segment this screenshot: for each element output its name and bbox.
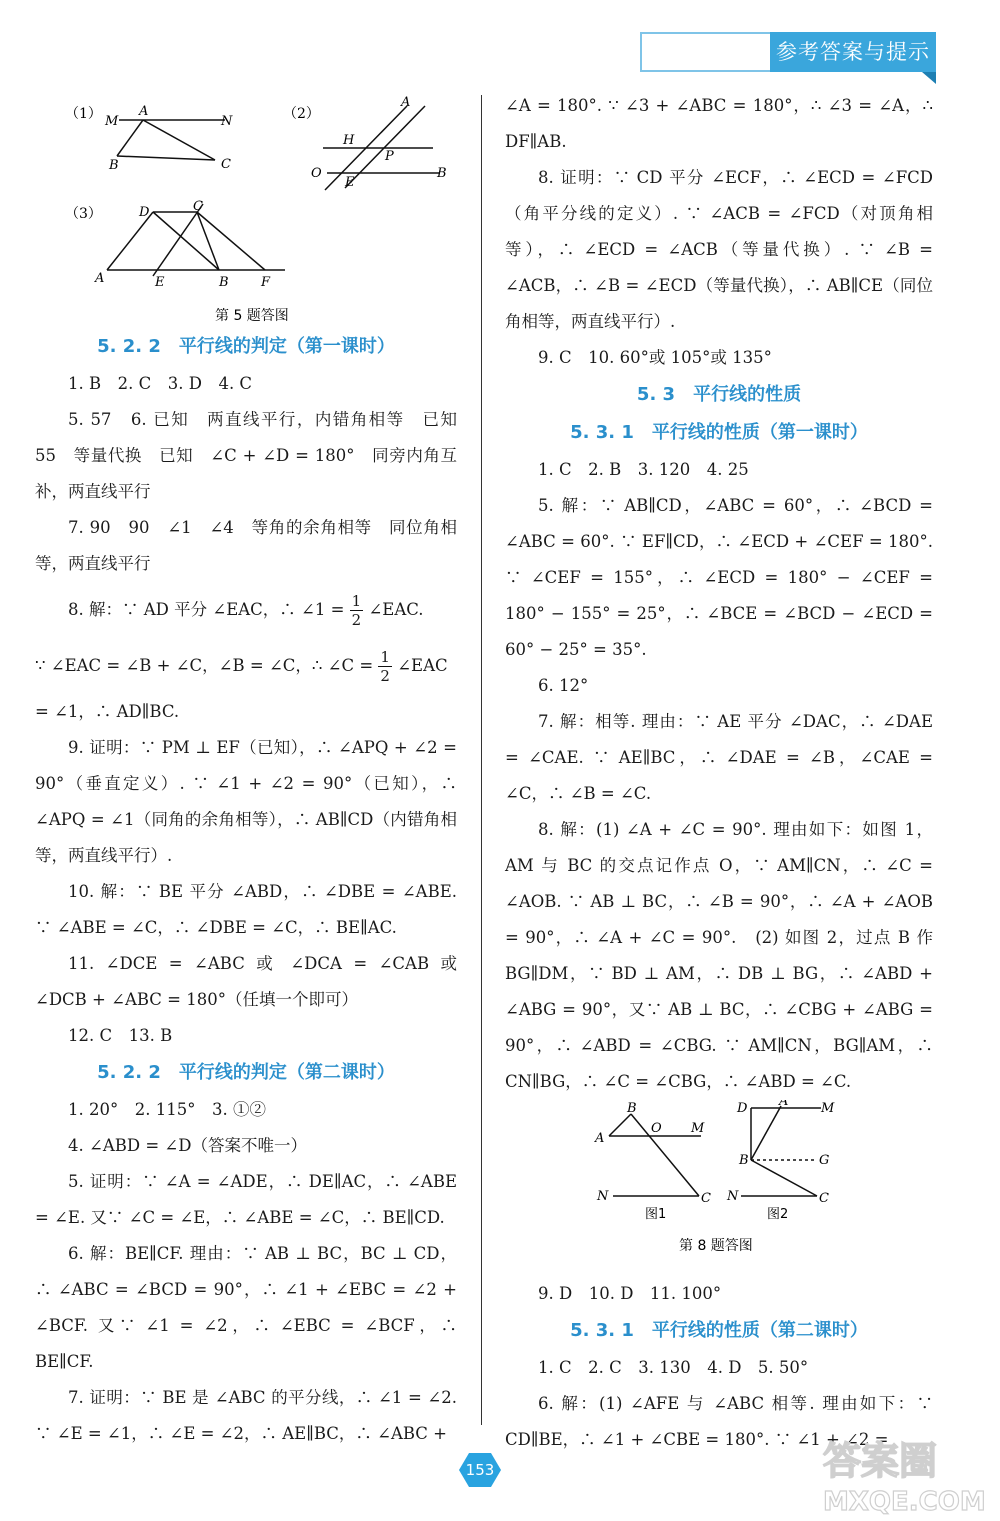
fig5-p2-tag: （2） <box>283 106 320 122</box>
fig5-p2-O: O <box>311 166 322 181</box>
fig5-p1-B: B <box>109 158 119 173</box>
fig5-p2-A: A <box>401 95 411 110</box>
header-fold <box>922 72 936 84</box>
header-tab <box>640 32 936 78</box>
q8-text-a2: ∠EAC. <box>368 600 424 619</box>
fraction-den: 2 <box>351 611 362 629</box>
fig5-p1-N: N <box>221 114 233 129</box>
answer-line: 9. C 10. 60°或 105°或 135° <box>538 348 772 367</box>
fig5-p1-C: C <box>221 157 231 172</box>
fig5-p3-E: E <box>155 275 165 290</box>
fig8-f2-C: C <box>819 1191 829 1206</box>
answer-q8-line1 <box>35 582 457 638</box>
fig5-p3-A: A <box>95 271 105 286</box>
watermark-line2: MXQE.COM <box>823 1487 986 1517</box>
page-number-hexagon <box>459 1452 501 1488</box>
answer-line: 11. ∠DCE = ∠ABC 或 ∠DCA = ∠CAB 或 ∠DCB + ∠ABC = 180°（任填一个即可） <box>35 954 457 1009</box>
fig8-f1-M: M <box>691 1121 705 1136</box>
answer-line: 9. 证明：∵ PM ⊥ EF（已知），∴ ∠APQ + ∠2 = 90°（垂直定义）. ∵ ∠1 + ∠2 = 90°（已知），∴ ∠APQ = ∠1（同角的余角相等），∴ AB∥CD（内错角相等，两直线平行）. <box>35 738 457 865</box>
answer-line: 4. ∠ABD = ∠D（答案不唯一） <box>68 1136 307 1155</box>
right-column <box>505 88 933 1458</box>
q8-text-b2: ∠EAC <box>397 656 448 675</box>
figure-q5-svg <box>35 88 457 328</box>
answer-line: 1. 20° 2. 115° 3. ①② <box>68 1100 266 1119</box>
header-blank-box <box>640 32 770 72</box>
answer-line: 7. 90 90 ∠1 ∠4 等角的余角相等 同位角相等，两直线平行 <box>35 518 457 573</box>
fig5-p2-P: P <box>385 149 394 164</box>
answer-line: ∠A = 180°. ∵ ∠3 + ∠ABC = 180°，∴ ∠3 = ∠A，∴ DF∥AB. <box>505 96 933 151</box>
fig8-f1-A: A <box>595 1131 605 1146</box>
fig5-p2-E: E <box>345 175 355 190</box>
section-5-3-1-second: 5. 3. 1 平行线的性质（第二课时） <box>570 1320 868 1341</box>
q8-text-b1: ∵ ∠EAC = ∠B + ∠C，∠B = ∠C，∴ ∠C = <box>35 656 374 675</box>
fig8-f1-C: C <box>701 1191 711 1206</box>
answer-line: 8. 证明：∵ CD 平分 ∠ECF，∴ ∠ECD = ∠FCD（角平分线的定义）. ∵ ∠ACB = ∠FCD（对顶角相等），∴ ∠ECD = ∠ACB（等量代换）. ∵ ∠B = ∠ACB，∴ ∠B = ∠ECD（等量代换），∴ AB∥CE（同位角相等，两直线平行）. <box>505 168 933 331</box>
fig5-p3-C: C <box>193 199 203 214</box>
answer-line: 6. 解：BE∥CF. 理由：∵ AB ⊥ BC，BC ⊥ CD，∴ ∠ABC = ∠BCD = 90°，∴ ∠1 + ∠EBC = ∠2 + ∠BCF. 又∵ ∠1 = ∠2，∴ ∠EBC = ∠BCF，∴ BE∥CF. <box>35 1244 457 1371</box>
fig5-caption: 第 5 题答图 <box>215 308 289 324</box>
answer-q8-line2 <box>35 638 457 694</box>
page-number-badge <box>459 1452 501 1488</box>
watermark-svg <box>815 1432 1000 1517</box>
fig8-f2-tag: 图2 <box>767 1207 789 1222</box>
fig8-f1-O: O <box>651 1121 662 1136</box>
answer-line: 10. 解：∵ BE 平分 ∠ABD，∴ ∠DBE = ∠ABE. ∵ ∠ABE = ∠C，∴ ∠DBE = ∠C，∴ BE∥AC. <box>35 882 457 937</box>
answer-line: 1. C 2. C 3. 130 4. D 5. 50° <box>538 1358 809 1377</box>
fig8-f1-B: B <box>627 1101 637 1116</box>
figure-q5 <box>35 88 457 328</box>
answer-line: 9. D 10. D 11. 100° <box>538 1284 722 1303</box>
answer-line: 7. 解：相等. 理由：∵ AE 平分 ∠DAC，∴ ∠DAE = ∠CAE. ∵ AE∥BC，∴ ∠DAE = ∠B，∠CAE = ∠C，∴ ∠B = ∠C. <box>505 712 933 803</box>
section-5-3-1-first: 5. 3. 1 平行线的性质（第一课时） <box>570 422 868 443</box>
figure-q8 <box>505 1100 933 1276</box>
answer-line: 7. 证明：∵ BE 是 ∠ABC 的平分线，∴ ∠1 = ∠2. ∵ ∠E = ∠1，∴ ∠E = ∠2，∴ AE∥BC，∴ ∠ABC + <box>35 1388 457 1443</box>
answer-line: 5. 解：∵ AB∥CD，∠ABC = 60°，∴ ∠BCD = ∠ABC = 60°. ∵ EF∥CD，∴ ∠ECD + ∠CEF = 180°. ∵ ∠CEF = 155°，∴ ∠ECD = 180° − ∠CEF = 180° − 155° = 25°，∴ ∠BCE = ∠BCD − ∠ECD = 60° − 25° = 35°. <box>505 496 933 659</box>
fig5-p3-B: B <box>219 275 229 290</box>
fig8-f2-D: D <box>737 1101 748 1116</box>
answer-line: 1. B 2. C 3. D 4. C <box>68 374 253 393</box>
fig5-p3-F: F <box>261 275 271 290</box>
fraction-num: 1 <box>351 592 362 610</box>
figure-q8-svg <box>505 1100 933 1276</box>
watermark-line1: 答案圈 <box>823 1439 938 1483</box>
fig5-p1-tag: （1） <box>65 106 102 122</box>
fig8-f2-M: M <box>821 1101 835 1116</box>
answer-q8-line3: = ∠1，∴ AD∥BC. <box>35 702 180 721</box>
column-divider <box>481 95 482 1425</box>
fig8-f2-G: G <box>819 1153 830 1168</box>
fig8-f2-B: B <box>739 1153 749 1168</box>
fig8-f2-A: A <box>779 1100 789 1109</box>
section-5-2-2-second: 5. 2. 2 平行线的判定（第二课时） <box>97 1062 395 1083</box>
fraction-half <box>350 592 364 629</box>
answer-line: 6. 12° <box>538 676 589 695</box>
fig5-p2-B: B <box>437 166 447 181</box>
answer-line: 1. C 2. B 3. 120 4. 25 <box>538 460 749 479</box>
fraction-half <box>378 648 392 685</box>
q8-text-a1: 8. 解：∵ AD 平分 ∠EAC，∴ ∠1 = <box>68 600 345 619</box>
answer-line: 5. 57 6. 已知 两直线平行，内错角相等 已知 55 等量代换 已知 ∠C + ∠D = 180° 同旁内角互补，两直线平行 <box>35 410 474 501</box>
fig5-p3-D: D <box>139 205 150 220</box>
fig8-f1-N: N <box>597 1189 609 1204</box>
fig5-p1-A: A <box>139 104 149 119</box>
watermark <box>815 1432 1000 1517</box>
answer-line: 6. 解：(1) ∠AFE 与 ∠ABC 相等. 理由如下：∵ CD∥BE，∴ ∠1 + ∠CBE = 180°. ∵ ∠1 + ∠2 = <box>505 1394 933 1449</box>
fraction-den: 2 <box>380 667 390 685</box>
fig8-caption: 第 8 题答图 <box>679 1238 753 1254</box>
answer-line: 12. C 13. B <box>68 1026 173 1045</box>
section-5-3: 5. 3 平行线的性质 <box>636 384 802 405</box>
page-number: 153 <box>465 1461 495 1479</box>
header-title: 参考答案与提示 <box>770 32 936 72</box>
left-column <box>35 88 474 1452</box>
section-5-2-2-first: 5. 2. 2 平行线的判定（第一课时） <box>97 336 395 357</box>
fig5-p3-tag: （3） <box>65 206 102 222</box>
fig8-f2-N: N <box>727 1189 739 1204</box>
answer-line: 8. 解：(1) ∠A + ∠C = 90°. 理由如下：如图 1，AM 与 BC 的交点记作点 O，∵ AM∥CN，∴ ∠C = ∠AOB. ∵ AB ⊥ BC，∴ ∠B = 90°，∴ ∠A + ∠AOB = 90°，∴ ∠A + ∠C = 90°. (2) 如图 2，过点 B 作 BG∥DM，∵ BD ⊥ AM，∴ DB ⊥ BG，∴ ∠ABD + ∠ABG = 90°，又∵ AB ⊥ BC，∴ ∠CBG + ∠ABG = 90°，∴ ∠ABD = ∠CBG. ∵ AM∥CN，BG∥AM，∴ CN∥BG，∴ ∠C = ∠CBG，∴ ∠ABD = ∠C. <box>505 820 933 1091</box>
fig8-f1-tag: 图1 <box>645 1207 667 1222</box>
answer-line: 5. 证明：∵ ∠A = ∠ADE，∴ DE∥AC，∴ ∠ABE = ∠E. 又∵ ∠C = ∠E，∴ ∠ABE = ∠C，∴ BE∥CD. <box>35 1172 457 1227</box>
fig5-p1-M: M <box>105 114 119 129</box>
fig5-p2-H: H <box>343 133 355 148</box>
fraction-num: 1 <box>380 648 390 666</box>
